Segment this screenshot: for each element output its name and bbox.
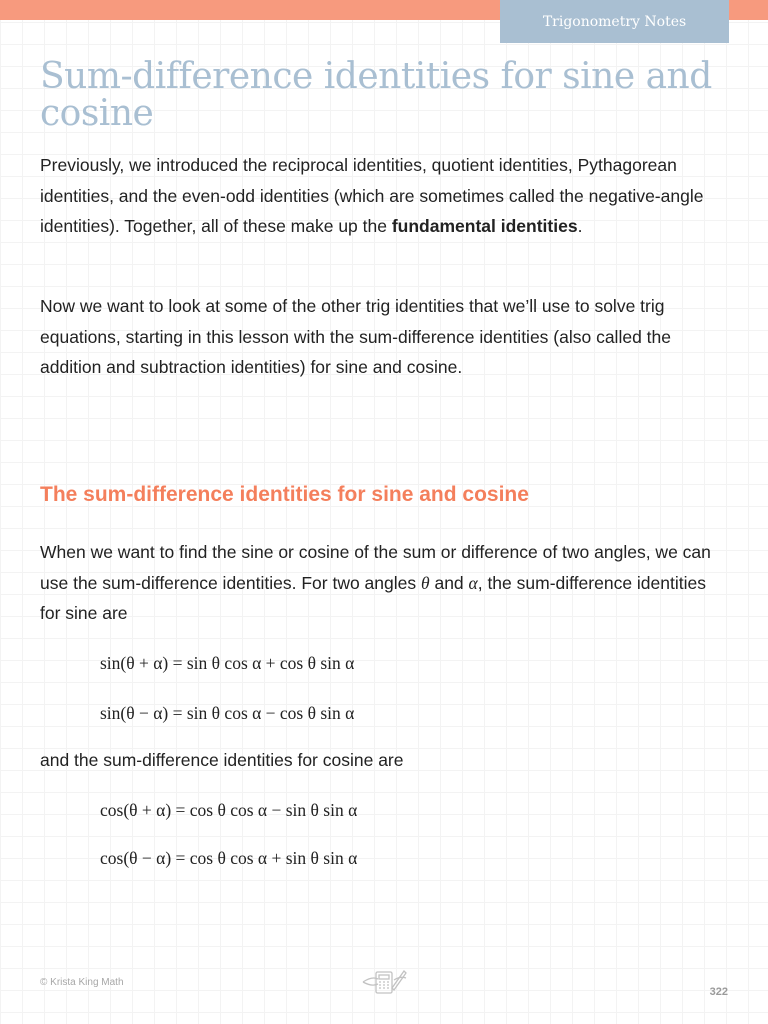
- section-heading: The sum-difference identities for sine and cosine: [40, 483, 529, 506]
- alpha-symbol: α: [468, 572, 478, 593]
- sine-sum-identity: sin(θ + α) = sin θ cos α + cos θ sin α: [100, 653, 355, 673]
- section-p3-text: When we want to find the sine or cosine of the sum or difference of two angles, we can use the sum-difference identities. For two angles: [40, 542, 711, 593]
- sine-difference-identity: sin(θ − α) = sin θ cos α − cos θ sin α: [100, 703, 355, 723]
- cosine-difference-identity: cos(θ − α) = cos θ cos α + sin θ sin α: [100, 848, 358, 868]
- page-title: Sum-difference identities for sine and cosine: [40, 56, 712, 134]
- section-p3-and: and: [429, 572, 469, 593]
- calculator-pencil-icon: [360, 966, 408, 1001]
- header-tab: Trigonometry Notes: [500, 0, 729, 43]
- intro-p1-text: Previously, we introduced the reciprocal identities, quotient identities, Pythagorean identities, and the even-odd identities (which are sometimes called the negative-angle identities). Together, all of these make up the: [40, 155, 704, 237]
- cosine-sum-identity: cos(θ + α) = cos θ cos α − sin θ sin α: [100, 800, 358, 820]
- intro-p1-end: .: [577, 216, 583, 237]
- intro-paragraph-1: [40, 150, 730, 242]
- cosine-intro-paragraph: and the sum-difference identities for cosine are: [40, 750, 404, 770]
- footer-copyright: © Krista King Math: [40, 977, 124, 988]
- section-p3-end: , the sum-difference identities for sine are: [40, 572, 706, 624]
- intro-paragraph-2: Now we want to look at some of the other trig identities that we’ll use to solve trig equations, starting in this lesson with the sum-difference identities (also called the addition and subtraction identities) for sine and cosine.: [40, 296, 671, 378]
- fundamental-identities-term: fundamental identities: [391, 216, 578, 237]
- section-paragraph: [40, 537, 730, 629]
- page-number: 322: [709, 986, 728, 998]
- theta-symbol: θ: [420, 572, 430, 593]
